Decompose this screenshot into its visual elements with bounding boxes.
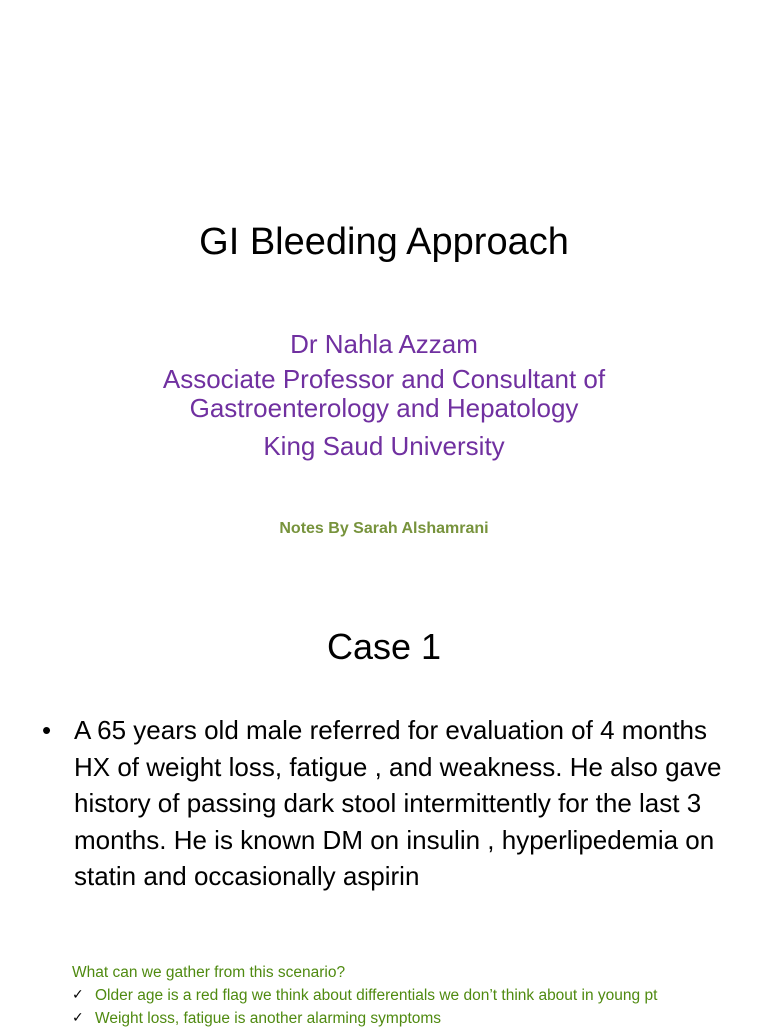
presenter-name: Dr Nahla Azzam [290, 329, 478, 359]
notes-question: What can we gather from this scenario? [72, 964, 346, 981]
notes-point-text: Weight loss, fatigue is another alarming symptoms [95, 1010, 442, 1027]
notes-credit: Notes By Sarah Alshamrani [279, 520, 489, 537]
case-description: A 65 years old male referred for evaluation of 4 months HX of weight loss, fatigue , and weakness. He also gave history of passing dark stool intermittently for the last 3 months. He is known DM on insulin , hyperlipedemia on statin and occasionally aspirin [74, 715, 722, 891]
presenter-info [0, 326, 768, 464]
notes-point [72, 1007, 762, 1030]
case-title: Case 1 [326, 626, 442, 667]
presentation-title: GI Bleeding Approach [199, 221, 569, 263]
checkmark-icon: ✓ [72, 1010, 84, 1026]
case-bullet [42, 712, 742, 895]
case-notes [72, 961, 762, 1030]
presenter-university: King Saud University [263, 431, 505, 461]
notes-point [72, 984, 762, 1007]
presenter-role-line-2: Gastroenterology and Hepatology [189, 393, 579, 423]
checkmark-icon: ✓ [72, 987, 84, 1003]
presenter-role-line-1: Associate Professor and Consultant of [162, 364, 606, 394]
slide-case-1 [0, 600, 768, 1027]
bullet-icon: • [42, 715, 52, 745]
notes-point-text: Older age is a red flag we think about differentials we don’t think about in young pt [95, 987, 658, 1004]
